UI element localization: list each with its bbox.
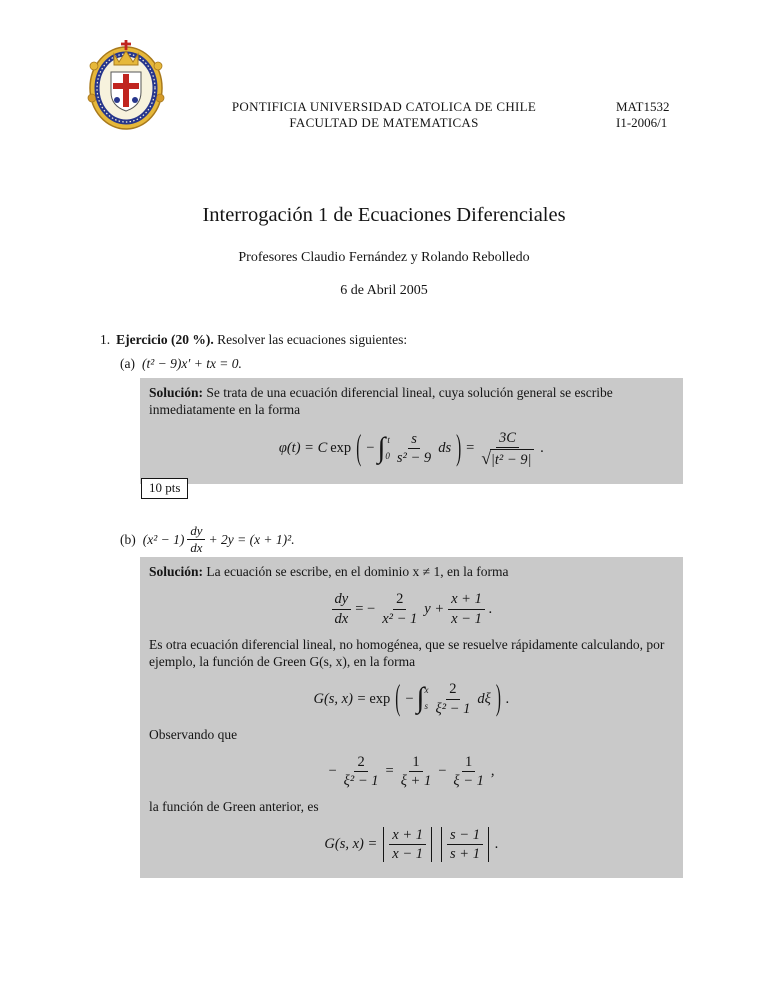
university-name: PONTIFICIA UNIVERSIDAD CATOLICA DE CHILE: [231, 99, 537, 114]
fraction-numerator: 2: [446, 681, 459, 699]
fraction: [394, 431, 434, 466]
fraction-denominator: s + 1: [450, 845, 480, 862]
solution-box-b: [140, 557, 683, 878]
fraction-numerator: 2: [393, 591, 406, 609]
part-a-heading: [120, 356, 242, 372]
math-term: + 2y = (x + 1)².: [208, 531, 295, 547]
fraction: [389, 827, 426, 862]
fraction: [187, 524, 205, 556]
sqrt-glyph: √: [481, 447, 491, 468]
points-label: 10 pts: [149, 480, 181, 495]
fraction-numerator: dy: [332, 591, 352, 609]
fraction-denominator: ξ + 1: [400, 773, 432, 790]
fraction-denominator: x² − 1: [382, 610, 418, 627]
fraction-numerator: dy: [187, 524, 205, 540]
integral-upper-limit: x: [424, 685, 429, 696]
exercise-label: Ejercicio (20 %).: [116, 332, 214, 347]
fraction-numerator: s: [408, 431, 420, 449]
fraction-numerator: 1: [409, 754, 422, 772]
math-term: y +: [424, 600, 445, 617]
math-term: G(s, x) =: [313, 690, 367, 707]
solution-b-text-4: la función de Green anterior, es: [149, 799, 319, 815]
solution-b-paragraph-1: [149, 563, 674, 580]
equals-minus: = −: [355, 600, 376, 617]
fraction-denominator: s² − 9: [396, 450, 432, 467]
formula-a: [149, 430, 674, 468]
left-paren: (: [395, 678, 401, 719]
period: .: [540, 440, 545, 457]
exercise-intro: Resolver las ecuaciones siguientes:: [217, 332, 408, 347]
integral-lower-limit: s: [424, 700, 428, 711]
equals-sign: =: [466, 440, 475, 457]
sqrt-radicand: |t² − 9|: [490, 449, 534, 468]
fraction-numerator: x + 1: [389, 827, 426, 845]
part-a-equation: (t² − 9)x′ + tx = 0.: [141, 356, 242, 371]
document-title: Interrogación 1 de Ecuaciones Diferenciales: [202, 204, 566, 226]
period: .: [494, 835, 499, 852]
minus-sign: −: [405, 690, 414, 707]
equals-sign: =: [385, 763, 394, 780]
differential: dξ: [477, 690, 491, 707]
formula-b3: [149, 754, 674, 789]
math-operator-exp: exp: [330, 440, 352, 457]
fraction-denominator: ξ² − 1: [435, 700, 471, 717]
minus-sign: −: [366, 440, 375, 457]
integral: [377, 431, 390, 464]
math-term: (x² − 1): [142, 531, 185, 547]
solution-b-label: Solución:: [149, 564, 204, 579]
integral-limits: [425, 684, 429, 714]
professors-line: Profesores Claudio Fernández y Rolando Rebolledo: [238, 250, 530, 265]
formula-b4: [149, 827, 674, 862]
points-box: [141, 478, 188, 499]
fraction: [448, 591, 485, 626]
fraction-denominator: [478, 448, 536, 468]
differential: ds: [438, 440, 452, 457]
header-right: [616, 99, 669, 132]
faculty-name: FACULTAD DE MATEMATICAS: [289, 115, 479, 131]
fraction: [433, 681, 474, 716]
right-paren: ): [456, 428, 462, 469]
minus-sign: −: [328, 763, 337, 780]
math-term: φ(t) = C: [278, 440, 328, 457]
solution-box-a: [140, 378, 683, 484]
integral-glyph: ∫: [377, 431, 386, 464]
left-paren: (: [356, 428, 362, 469]
part-b-marker: (b): [120, 531, 136, 547]
part-b-heading: [120, 524, 295, 556]
exam-date: 6 de Abril 2005: [340, 283, 428, 298]
math-term: G(s, x) =: [324, 835, 378, 852]
fraction: [450, 754, 487, 789]
absolute-value: [441, 827, 489, 862]
solution-b-text-3: Observando que: [149, 726, 238, 742]
fraction-numerator: 2: [354, 754, 367, 772]
fraction-denominator: ξ − 1: [453, 773, 484, 790]
fraction: [341, 754, 382, 789]
part-a-marker: (a): [120, 356, 135, 371]
part-b-equation: [143, 524, 295, 556]
fraction-denominator: x − 1: [451, 610, 482, 627]
integral: [417, 684, 429, 714]
solution-a-text: Se trata de una ecuación diferencial lineal, cuya solución general se escribe inmediatamente en la forma: [149, 385, 613, 418]
formula-b2: [149, 678, 674, 719]
fraction: [398, 754, 435, 789]
right-paren: ): [495, 678, 501, 719]
solution-b-text-1: La ecuación se escribe, en el dominio x ≠ 1, en la forma: [206, 564, 509, 579]
period: .: [505, 690, 510, 707]
fraction-numerator: 1: [462, 754, 475, 772]
fraction-denominator: ξ² − 1: [343, 773, 379, 790]
integral-upper-limit: t: [387, 434, 390, 445]
fraction: [478, 430, 536, 468]
solution-a-label: Solución:: [149, 385, 204, 400]
term-code: I1-2006/1: [616, 115, 668, 131]
math-operator-exp: exp: [369, 690, 391, 707]
course-code: MAT1532: [616, 99, 670, 114]
exercise-1-heading: [100, 332, 407, 348]
fraction-numerator: x + 1: [448, 591, 485, 609]
minus-sign: −: [438, 763, 447, 780]
integral-lower-limit: 0: [385, 450, 390, 461]
period: .: [488, 600, 493, 617]
fraction-denominator: dx: [334, 610, 349, 627]
fraction-numerator: s − 1: [447, 827, 483, 845]
fraction-denominator: x − 1: [392, 845, 424, 862]
formula-b1: [149, 591, 674, 626]
absolute-value: [383, 827, 432, 862]
fraction: [379, 591, 420, 626]
fraction-denominator: dx: [190, 541, 203, 556]
comma: ,: [490, 763, 495, 780]
fraction-numerator: 3C: [496, 430, 519, 448]
exercise-number: 1.: [100, 332, 111, 347]
integral-limits: [385, 434, 390, 464]
solution-a-paragraph: [149, 384, 674, 419]
fraction: [447, 827, 483, 862]
integral-glyph: ∫: [416, 682, 425, 715]
solution-b-text-2: Es otra ecuación diferencial lineal, no homogénea, que se resuelve rápidamente calculando, por ejemplo, la función de Green G(s, x), en la forma: [149, 636, 665, 669]
fraction: [332, 591, 352, 626]
